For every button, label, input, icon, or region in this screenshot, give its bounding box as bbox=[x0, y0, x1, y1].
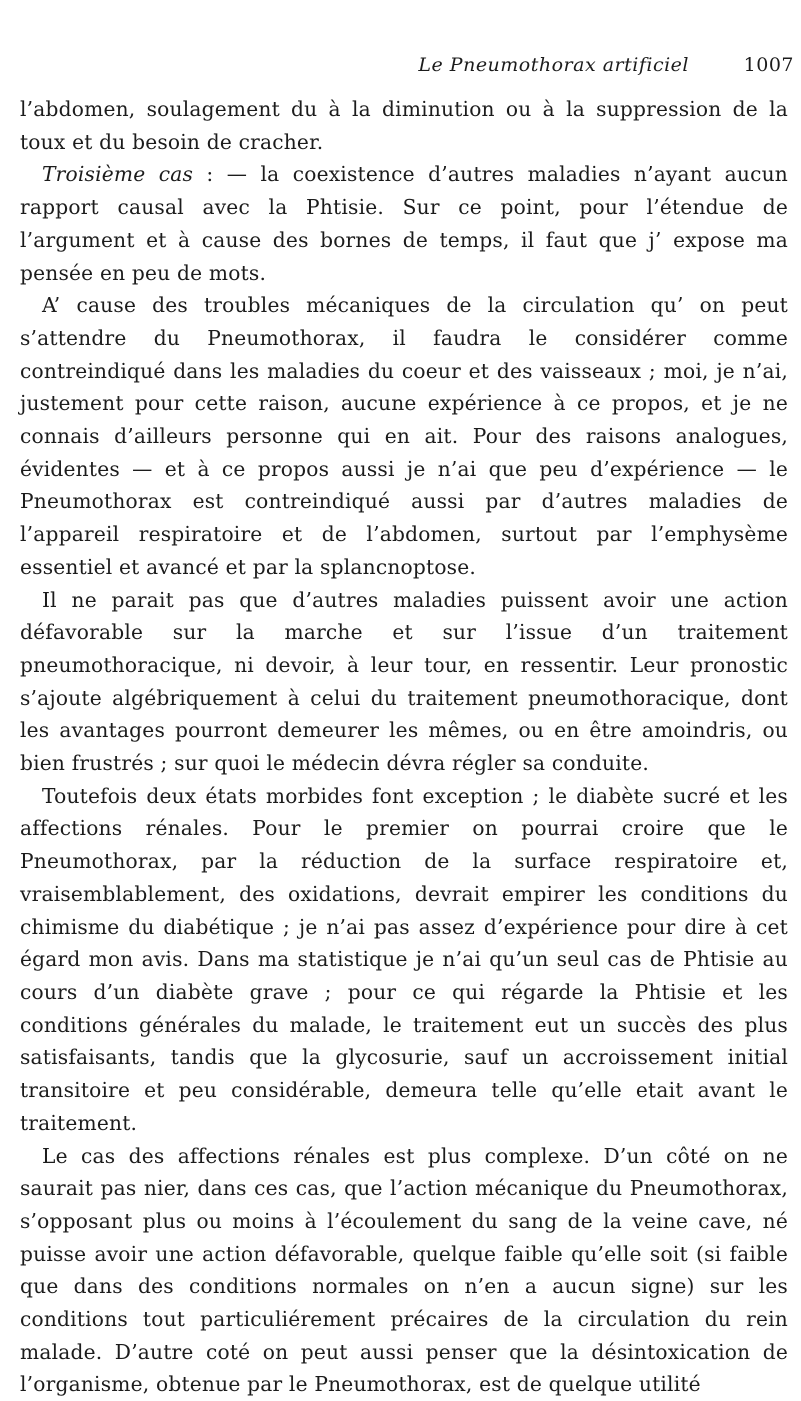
third-case-heading: Troisième cas bbox=[42, 162, 193, 186]
running-title: Le Pneumothorax artificiel bbox=[418, 54, 689, 76]
paragraph-renal-affections: Le cas des affections rénales est plus complexe. D’un côté on ne saurait pas nier, dans ces cas, que l’action mécanique du Pneumothorax, s’opposant plus ou moins à l’écoulement du sang de la veine cave, né puisse avoir une action défavorable, quelque faible qu’elle soit (si faible que dans des conditions normales on n’en a aucun signe) sur les conditions tout particuliérement précaires de la circulation du rein malade. D’autre coté on peut aussi penser que la désintoxication de l’organisme, obtenue par le Pneumothorax, est de quelque utilité bbox=[20, 1140, 788, 1401]
paragraph-exceptions: Toutefois deux états morbides font exception ; le diabète sucré et les affections rénales. Pour le premier on pourrai croire que le Pneumothorax, par la réduction de la surface respiratoire et, vraisemblablement, des oxidations, devrait empirer les conditions du chimisme du diabétique ; je n’ai pas assez d’expérience pour dire à cet égard mon avis. Dans ma statistique je n’ai qu’un seul cas de Phtisie au cours d’un diabète grave ; pour ce qui régarde la Phtisie et les conditions générales du malade, le traitement eut un succès des plus satisfaisants, tandis que la glycosurie, sauf un accroissement initial transitoire et peu considérable, demeura telle qu’elle etait avant le traitement. bbox=[20, 780, 788, 1140]
body-text bbox=[20, 93, 788, 1401]
paragraph-mechanical-troubles: A’ cause des troubles mécaniques de la circulation qu’ on peut s’attendre du Pneumothorax, il faudra le considérer comme contreindiqué dans les maladies du coeur et des vaisseaux ; moi, je n’ai, justement pour cette raison, aucune expérience à ce propos, et je ne connais d’ailleurs personne qui en ait. Pour des raisons analogues, évidentes — et à ce propos aussi je n’ai que peu d’expérience — le Pneumothorax est contreindiqué aussi par d’autres maladies de l’appareil respiratoire et de l’abdomen, surtout par l’emphysème essentiel et avancé et par la splancnoptose. bbox=[20, 289, 788, 583]
paragraph-third-case: Troisième cas : — la coexistence d’autres maladies n’ayant aucun rapport causal avec la Phtisie. Sur ce point, pour l’étendue de l’argument et à cause des bornes de temps, il faut que j’ expose ma pensée en peu de mots. bbox=[20, 158, 788, 289]
paragraph-continuation: l’abdomen, soulagement du à la diminution ou à la suppression de la toux et du besoin de cracher. bbox=[20, 93, 788, 158]
paragraph-other-diseases: Il ne parait pas que d’autres maladies puissent avoir une action défavorable sur la marche et sur l’issue d’un traitement pneumothoracique, ni devoir, à leur tour, en ressentir. Leur pronostic s’ajoute algébriquement à celui du traitement pneumothoracique, dont les avantages pourront demeurer les mêmes, ou en être amoindris, ou bien frustrés ; sur quoi le médecin dévra régler sa conduite. bbox=[20, 584, 788, 780]
page-number: 1007 bbox=[744, 54, 794, 76]
